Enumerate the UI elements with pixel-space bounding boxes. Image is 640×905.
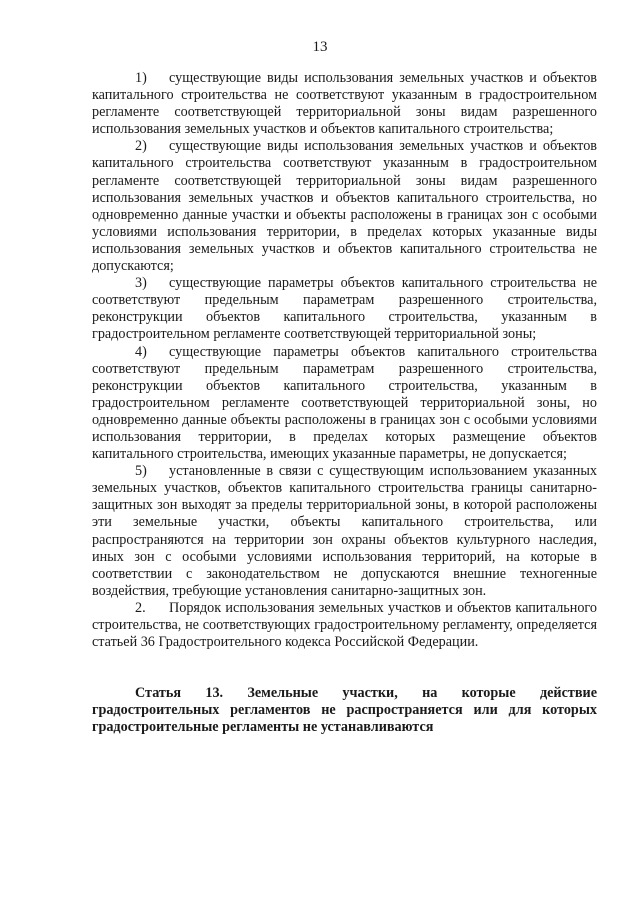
list-item-1 <box>92 70 597 138</box>
article-heading: Статья 13. Земельные участки, на которые действие градостроительных регламентов не распространяется или для которых градостроительные регламенты не устанавливаются <box>92 685 597 736</box>
list-item-text: существующие параметры объектов капитального строительства не соответствуют предельным параметрам разрешенного строительства, реконструкции объектов капитального строительства, указанным в градостроительном регламенте соответствующей территориальной зоны; <box>92 275 597 343</box>
list-item-number: 2) <box>135 138 147 155</box>
list-item-text: установленные в связи с существующим использованием указанных земельных участков, объектов капитального строительства границы санитарно-защитных зон выходят за пределы территориальной зоны, в которой расположены эти земельные участки, объекты капитального строительства, или распространяются на территории зон охраны объектов культурного наследия, иных зон с особыми условиями использования территорий, на которые в соответствии с законодательством не допускаются внешние техногенные воздействия, требующие установления санитарно-защитных зон. <box>92 463 597 599</box>
paragraph-text: Порядок использования земельных участков и объектов капитального строительства, не соответствующих градостроительному регламенту, определяется статьей 36 Градостроительного кодекса Российской Федерации. <box>92 599 597 651</box>
list-item-3 <box>92 275 597 343</box>
list-item-text: существующие параметры объектов капитального строительства соответствуют предельным параметрам разрешенного строительства, реконструкции объектов капитального строительства, указанным в градостроительном регламенте соответствующей территориальной зоны, но одновременно данные объекты расположены в границах зон с особыми условиями использования территории, в пределах которых размещение объектов капитального строительства, имеющих указанные параметры, не допускается; <box>92 343 597 463</box>
paragraph-number: 2. <box>135 599 146 616</box>
page-number: 13 <box>312 39 328 55</box>
document-body <box>92 70 597 736</box>
list-item-number: 4) <box>135 343 147 360</box>
list-item-5 <box>92 463 597 600</box>
list-item-text: существующие виды использования земельных участков и объектов капитального строительства не соответствуют указанным в градостроительном регламенте соответствующей территориальной зоны видам разрешенного использования земельных участков и объектов капитального строительства; <box>92 70 597 138</box>
list-item-2 <box>92 138 597 275</box>
list-item-4 <box>92 344 597 464</box>
list-item-number: 5) <box>135 463 147 480</box>
paragraph-2 <box>92 600 597 651</box>
list-item-number: 1) <box>135 70 147 86</box>
list-item-number: 3) <box>135 275 147 292</box>
list-item-text: существующие виды использования земельных участков и объектов капитального строительства соответствуют указанным в градостроительном регламенте соответствующей территориальной зоны видам разрешенного использования земельных участков и объектов капитального строительства, но одновременно данные участки и объекты расположены в границах зон с особыми условиями использования территории, в пределах которых указанные виды использования земельных участков и объектов капитального строительства не допускаются; <box>92 138 597 275</box>
